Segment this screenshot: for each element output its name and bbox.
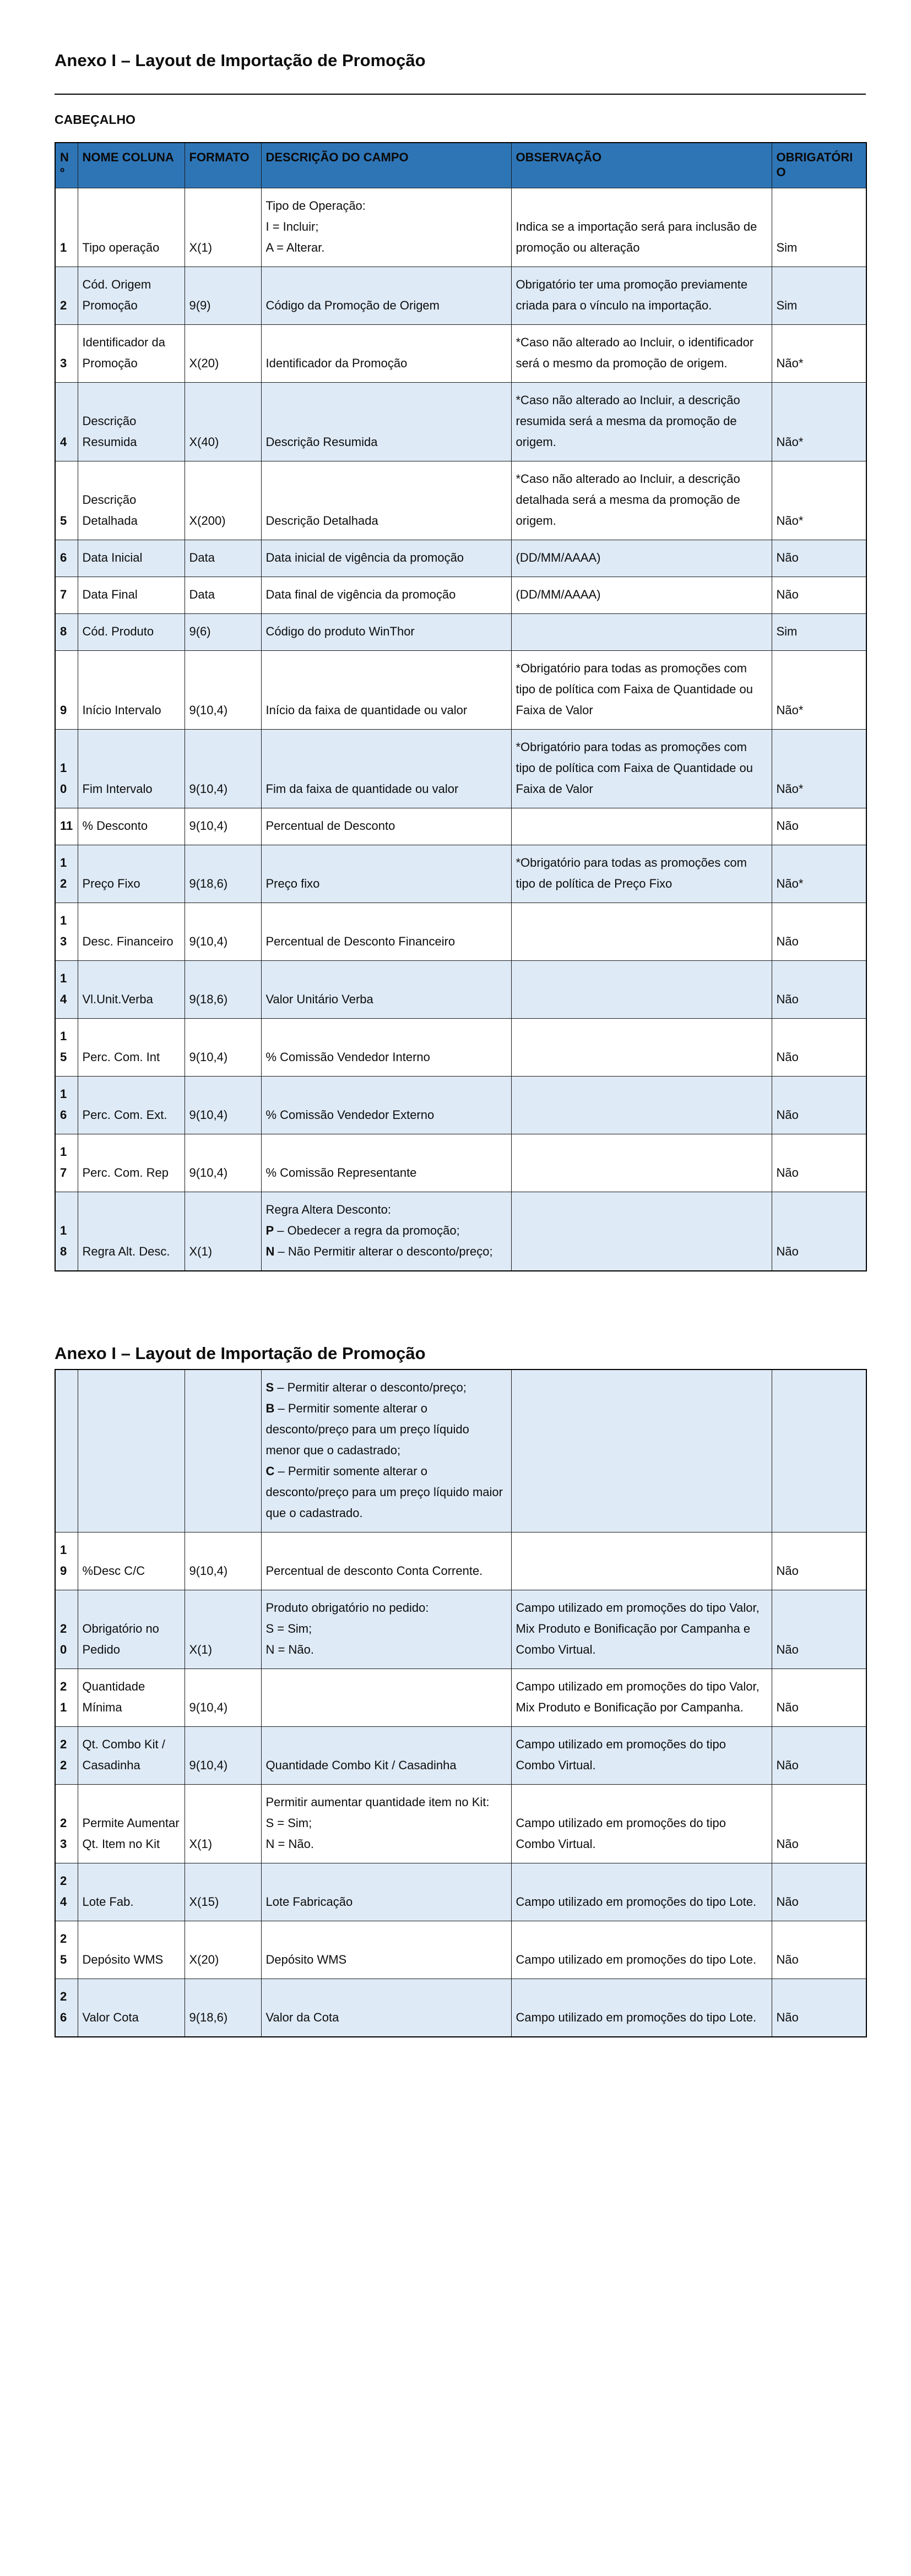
required: Não xyxy=(772,1785,866,1863)
field-description: Depósito WMS xyxy=(261,1921,511,1979)
format: 9(6) xyxy=(185,614,261,651)
table-row xyxy=(55,651,866,730)
required: Não xyxy=(772,1863,866,1921)
page-title-2: Anexo I – Layout de Importação de Promoção xyxy=(55,1344,426,1363)
observation xyxy=(511,1077,772,1134)
observation: *Caso não alterado ao Incluir, o identificador será o mesmo da promoção de origem. xyxy=(511,325,772,383)
row-number: 8 xyxy=(55,614,78,651)
field-description: Tipo de Operação: I = Incluir; A = Alterar. xyxy=(261,188,511,267)
required: Não xyxy=(772,1019,866,1077)
column-name: Cód. Produto xyxy=(78,614,185,651)
field-description: Valor da Cota xyxy=(261,1979,511,2037)
observation: Campo utilizado em promoções do tipo Valor, Mix Produto e Bonificação por Campanha e Combo Virtual. xyxy=(511,1590,772,1669)
column-name: Perc. Com. Int xyxy=(78,1019,185,1077)
table-header-row xyxy=(55,143,866,188)
format: 9(10,4) xyxy=(185,730,261,808)
column-name: Perc. Com. Ext. xyxy=(78,1077,185,1134)
row-number: 20 xyxy=(55,1590,78,1669)
column-name: Depósito WMS xyxy=(78,1921,185,1979)
table-row xyxy=(55,540,866,577)
observation: *Caso não alterado ao Incluir, a descrição detalhada será a mesma da promoção de origem. xyxy=(511,461,772,540)
table-row xyxy=(55,1669,866,1727)
page-title: Anexo I – Layout de Importação de Promoção xyxy=(55,51,426,70)
column-name: Desc. Financeiro xyxy=(78,903,185,961)
observation xyxy=(511,1192,772,1271)
row-number: 24 xyxy=(55,1863,78,1921)
field-description: Preço fixo xyxy=(261,845,511,903)
column-name: Descrição Resumida xyxy=(78,383,185,461)
column-name: Lote Fab. xyxy=(78,1863,185,1921)
table-row xyxy=(55,267,866,325)
required: Sim xyxy=(772,267,866,325)
row-number: 14 xyxy=(55,961,78,1019)
observation xyxy=(511,1532,772,1590)
field-description: Valor Unitário Verba xyxy=(261,961,511,1019)
field-description: Fim da faixa de quantidade ou valor xyxy=(261,730,511,808)
table-row xyxy=(55,577,866,614)
row-number: 11 xyxy=(55,808,78,845)
format: X(1) xyxy=(185,1192,261,1271)
format: 9(10,4) xyxy=(185,903,261,961)
format: X(20) xyxy=(185,1921,261,1979)
table-row xyxy=(55,1019,866,1077)
column-header-1: NOME COLUNA xyxy=(78,143,185,188)
observation xyxy=(511,1369,772,1532)
table-row xyxy=(55,808,866,845)
format: 9(10,4) xyxy=(185,1019,261,1077)
table-row xyxy=(55,961,866,1019)
row-number: 9 xyxy=(55,651,78,730)
required: Não xyxy=(772,1669,866,1727)
row-number: 3 xyxy=(55,325,78,383)
column-name: Preço Fixo xyxy=(78,845,185,903)
observation: *Obrigatório para todas as promoções com tipo de política de Preço Fixo xyxy=(511,845,772,903)
column-name: Início Intervalo xyxy=(78,651,185,730)
column-name: Regra Alt. Desc. xyxy=(78,1192,185,1271)
column-name: % Desconto xyxy=(78,808,185,845)
row-number: 16 xyxy=(55,1077,78,1134)
required: Sim xyxy=(772,614,866,651)
required: Não xyxy=(772,1590,866,1669)
format: X(15) xyxy=(185,1863,261,1921)
column-name: Tipo operação xyxy=(78,188,185,267)
table-row xyxy=(55,188,866,267)
observation xyxy=(511,1019,772,1077)
field-description: Regra Altera Desconto: P – Obedecer a regra da promoção; N – Não Permitir alterar o desconto/preço; xyxy=(261,1192,511,1271)
field-description: Descrição Detalhada xyxy=(261,461,511,540)
column-name: Valor Cota xyxy=(78,1979,185,2037)
format: Data xyxy=(185,577,261,614)
row-number xyxy=(55,1369,78,1532)
field-description: Data final de vigência da promoção xyxy=(261,577,511,614)
row-number: 13 xyxy=(55,903,78,961)
column-name: Qt. Combo Kit / Casadinha xyxy=(78,1727,185,1785)
column-name: Fim Intervalo xyxy=(78,730,185,808)
row-number: 21 xyxy=(55,1669,78,1727)
row-number: 2 xyxy=(55,267,78,325)
row-number: 6 xyxy=(55,540,78,577)
field-description: Percentual de desconto Conta Corrente. xyxy=(261,1532,511,1590)
observation: (DD/MM/AAAA) xyxy=(511,577,772,614)
column-name: Cód. Origem Promoção xyxy=(78,267,185,325)
column-name: Vl.Unit.Verba xyxy=(78,961,185,1019)
row-number: 19 xyxy=(55,1532,78,1590)
row-number: 4 xyxy=(55,383,78,461)
table-row xyxy=(55,1785,866,1863)
format: 9(10,4) xyxy=(185,1727,261,1785)
required: Não xyxy=(772,808,866,845)
column-name: Data Final xyxy=(78,577,185,614)
row-number: 1 xyxy=(55,188,78,267)
format: X(1) xyxy=(185,1785,261,1863)
required: Não* xyxy=(772,461,866,540)
column-header-4: OBSERVAÇÃO xyxy=(511,143,772,188)
observation: Obrigatório ter uma promoção previamente criada para o vínculo na importação. xyxy=(511,267,772,325)
field-description: Descrição Resumida xyxy=(261,383,511,461)
row-number: 10 xyxy=(55,730,78,808)
column-name: %Desc C/C xyxy=(78,1532,185,1590)
table-row xyxy=(55,1921,866,1979)
observation: Campo utilizado em promoções do tipo Valor, Mix Produto e Bonificação por Campanha. xyxy=(511,1669,772,1727)
table-row xyxy=(55,845,866,903)
format: X(1) xyxy=(185,188,261,267)
field-description: Produto obrigatório no pedido: S = Sim; N = Não. xyxy=(261,1590,511,1669)
field-description: Percentual de Desconto xyxy=(261,808,511,845)
field-description: Permitir aumentar quantidade item no Kit: S = Sim; N = Não. xyxy=(261,1785,511,1863)
field-description: % Comissão Vendedor Interno xyxy=(261,1019,511,1077)
table-row xyxy=(55,1192,866,1271)
column-name: Identificador da Promoção xyxy=(78,325,185,383)
field-description: Identificador da Promoção xyxy=(261,325,511,383)
column-name: Perc. Com. Rep xyxy=(78,1134,185,1192)
format: 9(9) xyxy=(185,267,261,325)
required: Não xyxy=(772,961,866,1019)
field-description: Quantidade Combo Kit / Casadinha xyxy=(261,1727,511,1785)
format: Data xyxy=(185,540,261,577)
table-row xyxy=(55,1590,866,1669)
format: X(40) xyxy=(185,383,261,461)
required: Não* xyxy=(772,730,866,808)
layout-table-part1 xyxy=(55,142,867,1271)
format: 9(10,4) xyxy=(185,808,261,845)
field-description: Data inicial de vigência da promoção xyxy=(261,540,511,577)
section-cabecalho xyxy=(55,51,866,1271)
table-row xyxy=(55,1863,866,1921)
observation xyxy=(511,614,772,651)
column-name: Data Inicial xyxy=(78,540,185,577)
format: 9(18,6) xyxy=(185,961,261,1019)
observation: Indica se a importação será para inclusão de promoção ou alteração xyxy=(511,188,772,267)
observation xyxy=(511,808,772,845)
observation: (DD/MM/AAAA) xyxy=(511,540,772,577)
table-row xyxy=(55,730,866,808)
format: 9(10,4) xyxy=(185,651,261,730)
format: 9(10,4) xyxy=(185,1532,261,1590)
row-number: 18 xyxy=(55,1192,78,1271)
format: X(20) xyxy=(185,325,261,383)
row-number: 23 xyxy=(55,1785,78,1863)
layout-table-part2 xyxy=(55,1369,867,2037)
field-description xyxy=(261,1669,511,1727)
table-row xyxy=(55,1532,866,1590)
required: Não xyxy=(772,1979,866,2037)
table-row xyxy=(55,1727,866,1785)
observation xyxy=(511,961,772,1019)
observation xyxy=(511,1134,772,1192)
section-subtitle: CABEÇALHO xyxy=(55,112,135,127)
table-row xyxy=(55,903,866,961)
observation: Campo utilizado em promoções do tipo Lote. xyxy=(511,1979,772,2037)
column-name: Permite Aumentar Qt. Item no Kit xyxy=(78,1785,185,1863)
required: Não xyxy=(772,1192,866,1271)
table-row xyxy=(55,614,866,651)
row-number: 22 xyxy=(55,1727,78,1785)
format: 9(10,4) xyxy=(185,1077,261,1134)
table-row xyxy=(55,383,866,461)
observation: Campo utilizado em promoções do tipo Lote. xyxy=(511,1863,772,1921)
format: 9(10,4) xyxy=(185,1669,261,1727)
required: Não xyxy=(772,1134,866,1192)
table-row xyxy=(55,1369,866,1532)
row-number: 25 xyxy=(55,1921,78,1979)
column-name: Obrigatório no Pedido xyxy=(78,1590,185,1669)
required: Não xyxy=(772,1077,866,1134)
row-number: 17 xyxy=(55,1134,78,1192)
column-header-2: FORMATO xyxy=(185,143,261,188)
observation: *Obrigatório para todas as promoções com tipo de política com Faixa de Quantidade ou Faixa de Valor xyxy=(511,651,772,730)
field-description: % Comissão Vendedor Externo xyxy=(261,1077,511,1134)
title-rule xyxy=(55,94,866,95)
field-description: Lote Fabricação xyxy=(261,1863,511,1921)
required: Não xyxy=(772,577,866,614)
observation: Campo utilizado em promoções do tipo Lote. xyxy=(511,1921,772,1979)
required: Não* xyxy=(772,651,866,730)
column-header-0: Nº xyxy=(55,143,78,188)
required: Não xyxy=(772,1727,866,1785)
required: Não xyxy=(772,903,866,961)
required: Não* xyxy=(772,845,866,903)
observation xyxy=(511,903,772,961)
column-header-3: DESCRIÇÃO DO CAMPO xyxy=(261,143,511,188)
required: Não* xyxy=(772,325,866,383)
section-continuation xyxy=(55,1344,866,2037)
table-row xyxy=(55,325,866,383)
format xyxy=(185,1369,261,1532)
required: Não xyxy=(772,540,866,577)
required: Não* xyxy=(772,383,866,461)
field-description: Percentual de Desconto Financeiro xyxy=(261,903,511,961)
observation: Campo utilizado em promoções do tipo Combo Virtual. xyxy=(511,1727,772,1785)
field-description: Início da faixa de quantidade ou valor xyxy=(261,651,511,730)
required: Não xyxy=(772,1532,866,1590)
format: X(200) xyxy=(185,461,261,540)
table-row xyxy=(55,1077,866,1134)
format: X(1) xyxy=(185,1590,261,1669)
column-name: Quantidade Mínima xyxy=(78,1669,185,1727)
format: 9(10,4) xyxy=(185,1134,261,1192)
column-header-5: OBRIGATÓRIO xyxy=(772,143,866,188)
format: 9(18,6) xyxy=(185,845,261,903)
column-name: Descrição Detalhada xyxy=(78,461,185,540)
column-name xyxy=(78,1369,185,1532)
field-description: Código da Promoção de Origem xyxy=(261,267,511,325)
row-number: 26 xyxy=(55,1979,78,2037)
required xyxy=(772,1369,866,1532)
required: Sim xyxy=(772,188,866,267)
table-row xyxy=(55,461,866,540)
row-number: 12 xyxy=(55,845,78,903)
row-number: 5 xyxy=(55,461,78,540)
observation: *Obrigatório para todas as promoções com tipo de política com Faixa de Quantidade ou Faixa de Valor xyxy=(511,730,772,808)
table-row xyxy=(55,1979,866,2037)
row-number: 7 xyxy=(55,577,78,614)
format: 9(18,6) xyxy=(185,1979,261,2037)
observation: Campo utilizado em promoções do tipo Combo Virtual. xyxy=(511,1785,772,1863)
table-row xyxy=(55,1134,866,1192)
row-number: 15 xyxy=(55,1019,78,1077)
field-description: % Comissão Representante xyxy=(261,1134,511,1192)
observation: *Caso não alterado ao Incluir, a descrição resumida será a mesma da promoção de origem. xyxy=(511,383,772,461)
field-description: Código do produto WinThor xyxy=(261,614,511,651)
field-description: S – Permitir alterar o desconto/preço; B – Permitir somente alterar o desconto/preço para um preço líquido menor que o cadastrado; C – Permitir somente alterar o desconto/preço para um preço líquido maior que o cadastrado. xyxy=(261,1369,511,1532)
required: Não xyxy=(772,1921,866,1979)
